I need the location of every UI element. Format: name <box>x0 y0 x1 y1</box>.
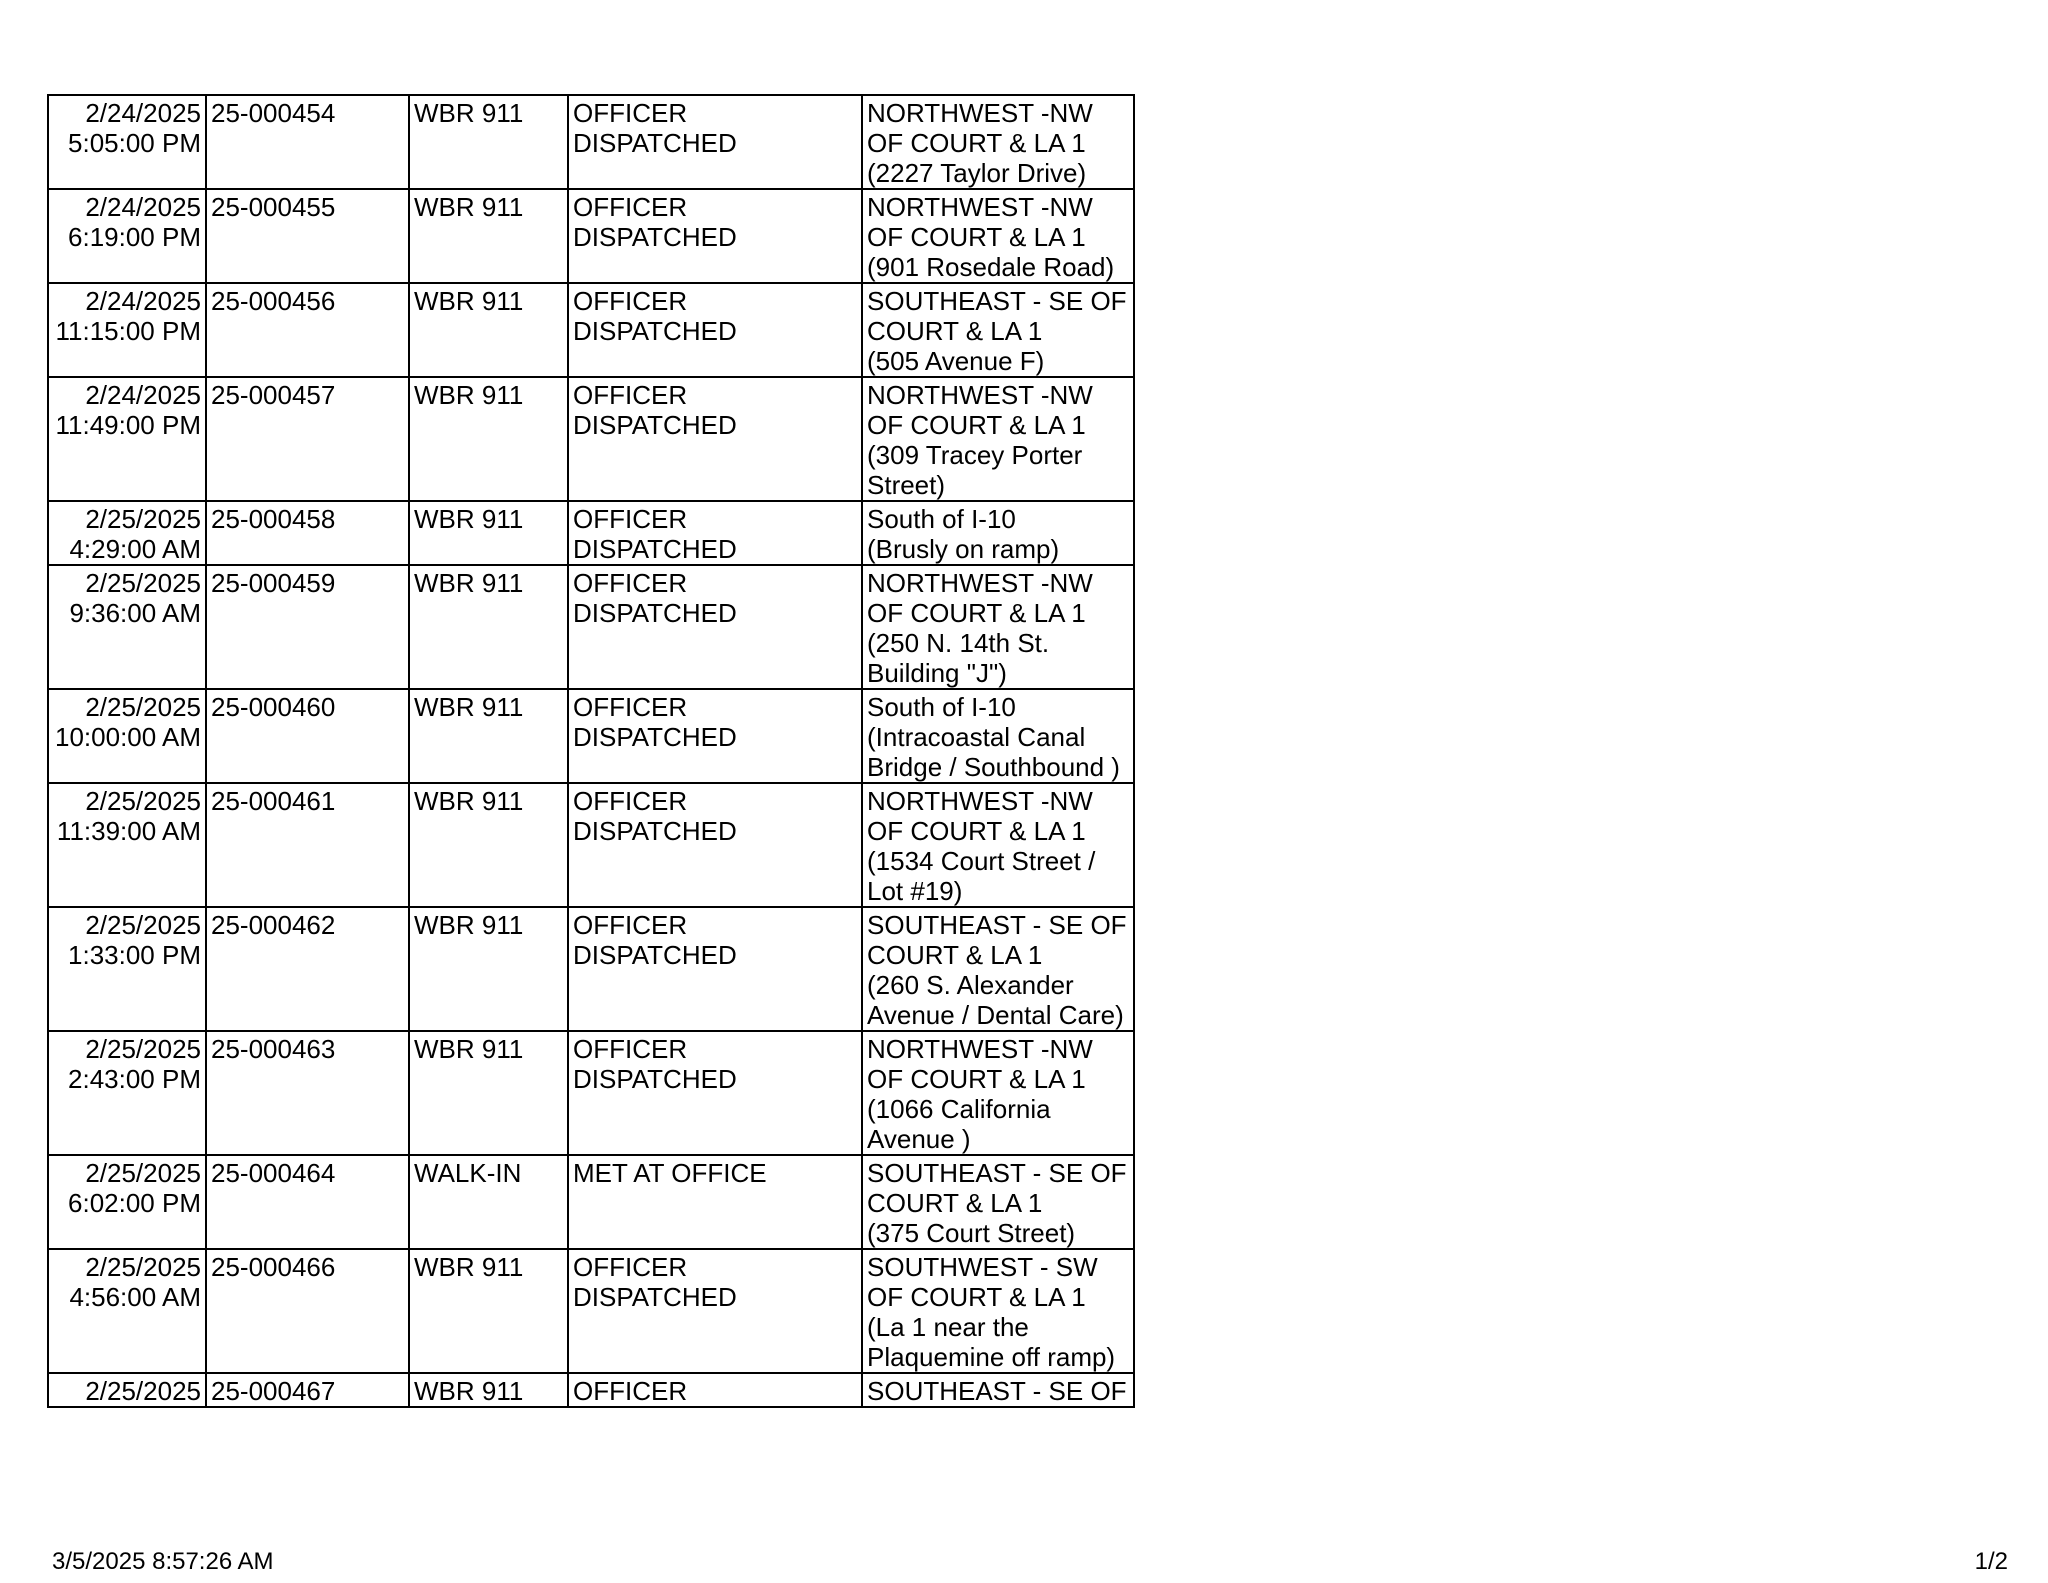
source-cell-line: WBR 911 <box>414 286 524 316</box>
location-cell-line: (1534 Court Street / <box>867 846 1096 876</box>
table-row <box>48 565 1134 689</box>
location-cell-line: NORTHWEST -NW <box>867 98 1093 128</box>
datetime-cell-line: 2/25/2025 <box>85 786 201 816</box>
location-cell-line: Bridge / Southbound ) <box>867 752 1120 782</box>
datetime-cell-line: 6:19:00 PM <box>68 222 201 252</box>
datetime-cell <box>48 1249 206 1373</box>
datetime-cell-line: 2/24/2025 <box>85 286 201 316</box>
location-cell-line: NORTHWEST -NW <box>867 380 1093 410</box>
source-cell <box>409 689 568 783</box>
datetime-cell-line: 2/25/2025 <box>85 692 201 722</box>
incident-number-cell <box>206 1155 409 1249</box>
datetime-cell-line: 11:15:00 PM <box>55 316 201 346</box>
status-cell-line: OFFICER <box>573 192 688 222</box>
status-cell <box>568 689 862 783</box>
incident-log-table <box>47 94 1135 1408</box>
datetime-cell <box>48 907 206 1031</box>
source-cell <box>409 501 568 565</box>
location-cell <box>862 1155 1134 1249</box>
datetime-cell-line: 4:56:00 AM <box>69 1282 201 1312</box>
location-cell <box>862 1031 1134 1155</box>
status-cell-line: OFFICER <box>573 1034 688 1064</box>
datetime-cell <box>48 565 206 689</box>
datetime-cell-line: 5:05:00 PM <box>68 128 201 158</box>
source-cell-line: WBR 911 <box>414 98 524 128</box>
status-cell-line: DISPATCHED <box>573 598 737 628</box>
location-cell <box>862 95 1134 189</box>
location-cell <box>862 1249 1134 1373</box>
location-cell-line: COURT & LA 1 <box>867 940 1043 970</box>
incident-number-cell <box>206 501 409 565</box>
datetime-cell <box>48 689 206 783</box>
datetime-cell-line: 2:43:00 PM <box>68 1064 201 1094</box>
source-cell-line: WBR 911 <box>414 380 524 410</box>
incident-number-cell-line: 25-000462 <box>211 910 336 940</box>
location-cell-line: COURT & LA 1 <box>867 1188 1043 1218</box>
incident-number-cell-line: 25-000466 <box>211 1252 336 1282</box>
location-cell-line: OF COURT & LA 1 <box>867 222 1086 252</box>
location-cell-line: Building "J") <box>867 658 1007 688</box>
datetime-cell <box>48 377 206 501</box>
source-cell <box>409 1373 568 1407</box>
location-cell <box>862 377 1134 501</box>
table-row <box>48 501 1134 565</box>
location-cell-line: Avenue ) <box>867 1124 971 1154</box>
incident-log-body <box>48 95 1134 1407</box>
location-cell <box>862 1373 1134 1407</box>
incident-number-cell <box>206 377 409 501</box>
source-cell-line: WBR 911 <box>414 568 524 598</box>
location-cell-line: NORTHWEST -NW <box>867 192 1093 222</box>
source-cell <box>409 907 568 1031</box>
status-cell-line: OFFICER <box>573 504 688 534</box>
status-cell <box>568 189 862 283</box>
status-cell-line: DISPATCHED <box>573 1282 737 1312</box>
status-cell-line: OFFICER <box>573 98 688 128</box>
location-cell-line: South of I-10 <box>867 692 1016 722</box>
location-cell-line: (Brusly on ramp) <box>867 534 1060 564</box>
status-cell <box>568 783 862 907</box>
incident-number-cell-line: 25-000463 <box>211 1034 336 1064</box>
location-cell-line: COURT & LA 1 <box>867 316 1043 346</box>
table-row <box>48 1155 1134 1249</box>
incident-number-cell <box>206 565 409 689</box>
location-cell-line: (309 Tracey Porter <box>867 440 1083 470</box>
source-cell <box>409 283 568 377</box>
status-cell-line: DISPATCHED <box>573 1064 737 1094</box>
incident-number-cell <box>206 1249 409 1373</box>
datetime-cell <box>48 783 206 907</box>
incident-number-cell-line: 25-000457 <box>211 380 336 410</box>
source-cell <box>409 95 568 189</box>
status-cell <box>568 1373 862 1407</box>
datetime-cell-line: 1:33:00 PM <box>68 940 201 970</box>
status-cell-line: OFFICER <box>573 786 688 816</box>
datetime-cell <box>48 501 206 565</box>
location-cell-line: OF COURT & LA 1 <box>867 1282 1086 1312</box>
status-cell-line: DISPATCHED <box>573 816 737 846</box>
location-cell-line: (2227 Taylor Drive) <box>867 158 1087 188</box>
status-cell-line: OFFICER <box>573 1252 688 1282</box>
source-cell <box>409 1155 568 1249</box>
datetime-cell-line: 2/25/2025 <box>85 1158 201 1188</box>
incident-number-cell-line: 25-000456 <box>211 286 336 316</box>
location-cell <box>862 283 1134 377</box>
incident-number-cell-line: 25-000459 <box>211 568 336 598</box>
status-cell <box>568 1249 862 1373</box>
source-cell-line: WBR 911 <box>414 1034 524 1064</box>
location-cell-line: NORTHWEST -NW <box>867 1034 1093 1064</box>
source-cell <box>409 783 568 907</box>
status-cell <box>568 95 862 189</box>
location-cell-line: Avenue / Dental Care) <box>867 1000 1124 1030</box>
status-cell-line: DISPATCHED <box>573 410 737 440</box>
status-cell-line: DISPATCHED <box>573 128 737 158</box>
table-row <box>48 95 1134 189</box>
location-cell-line: SOUTHEAST - SE OF <box>867 1158 1127 1188</box>
datetime-cell-line: 9:36:00 AM <box>69 598 201 628</box>
datetime-cell-line: 2/24/2025 <box>85 380 201 410</box>
source-cell <box>409 377 568 501</box>
table-row <box>48 907 1134 1031</box>
print-timestamp: 3/5/2025 8:57:26 AM <box>52 1548 274 1575</box>
source-cell-line: WBR 911 <box>414 786 524 816</box>
source-cell <box>409 1249 568 1373</box>
incident-number-cell-line: 25-000467 <box>211 1376 336 1406</box>
datetime-cell <box>48 1155 206 1249</box>
location-cell-line: SOUTHEAST - SE OF <box>867 910 1127 940</box>
status-cell-line: OFFICER <box>573 692 688 722</box>
incident-number-cell <box>206 95 409 189</box>
location-cell-line: NORTHWEST -NW <box>867 786 1093 816</box>
source-cell <box>409 189 568 283</box>
location-cell-line: Street) <box>867 470 946 500</box>
datetime-cell-line: 2/25/2025 <box>85 568 201 598</box>
incident-number-cell <box>206 907 409 1031</box>
location-cell-line: SOUTHWEST - SW <box>867 1252 1098 1282</box>
incident-number-cell <box>206 783 409 907</box>
status-cell <box>568 501 862 565</box>
location-cell-line: (250 N. 14th St. <box>867 628 1050 658</box>
table-row <box>48 377 1134 501</box>
incident-number-cell <box>206 189 409 283</box>
datetime-cell-line: 11:39:00 AM <box>56 816 201 846</box>
datetime-cell <box>48 95 206 189</box>
datetime-cell-line: 11:49:00 PM <box>55 410 201 440</box>
source-cell-line: WBR 911 <box>414 692 524 722</box>
location-cell-line: OF COURT & LA 1 <box>867 816 1086 846</box>
location-cell-line: SOUTHEAST - SE OF <box>867 1376 1127 1406</box>
location-cell <box>862 783 1134 907</box>
source-cell <box>409 565 568 689</box>
status-cell-line: DISPATCHED <box>573 316 737 346</box>
source-cell <box>409 1031 568 1155</box>
table-row <box>48 1249 1134 1373</box>
datetime-cell <box>48 283 206 377</box>
datetime-cell-line: 6:02:00 PM <box>68 1188 201 1218</box>
location-cell-line: South of I-10 <box>867 504 1016 534</box>
location-cell-line: Plaquemine off ramp) <box>867 1342 1116 1372</box>
status-cell <box>568 565 862 689</box>
page-number: 1/2 <box>1974 1548 2008 1575</box>
location-cell-line: (260 S. Alexander <box>867 970 1074 1000</box>
location-cell <box>862 565 1134 689</box>
incident-number-cell-line: 25-000455 <box>211 192 336 222</box>
incident-number-cell <box>206 689 409 783</box>
status-cell <box>568 283 862 377</box>
incident-number-cell-line: 25-000460 <box>211 692 336 722</box>
datetime-cell-line: 2/25/2025 <box>85 910 201 940</box>
datetime-cell-line: 4:29:00 AM <box>69 534 201 564</box>
status-cell-line: OFFICER <box>573 910 688 940</box>
datetime-cell <box>48 189 206 283</box>
table-row <box>48 1373 1134 1407</box>
datetime-cell-line: 2/24/2025 <box>85 192 201 222</box>
status-cell-line: DISPATCHED <box>573 534 737 564</box>
location-cell-line: OF COURT & LA 1 <box>867 410 1086 440</box>
source-cell-line: WBR 911 <box>414 504 524 534</box>
table-row <box>48 689 1134 783</box>
datetime-cell-line: 2/24/2025 <box>85 98 201 128</box>
status-cell-line: OFFICER <box>573 380 688 410</box>
datetime-cell-line: 10:00:00 AM <box>55 722 201 752</box>
datetime-cell-line: 2/25/2025 <box>85 1034 201 1064</box>
incident-number-cell-line: 25-000458 <box>211 504 336 534</box>
location-cell-line: OF COURT & LA 1 <box>867 598 1086 628</box>
status-cell-line: OFFICER <box>573 568 688 598</box>
table-row <box>48 189 1134 283</box>
status-cell <box>568 1031 862 1155</box>
source-cell-line: WBR 911 <box>414 1376 524 1406</box>
location-cell-line: OF COURT & LA 1 <box>867 128 1086 158</box>
location-cell <box>862 689 1134 783</box>
incident-number-cell-line: 25-000461 <box>211 786 336 816</box>
incident-number-cell <box>206 1373 409 1407</box>
table-row <box>48 283 1134 377</box>
datetime-cell-line: 2/25/2025 <box>85 1376 201 1406</box>
location-cell <box>862 501 1134 565</box>
datetime-cell-line: 2/25/2025 <box>85 504 201 534</box>
location-cell <box>862 189 1134 283</box>
location-cell-line: OF COURT & LA 1 <box>867 1064 1086 1094</box>
location-cell-line: (1066 California <box>867 1094 1051 1124</box>
datetime-cell <box>48 1373 206 1407</box>
status-cell <box>568 377 862 501</box>
location-cell-line: (901 Rosedale Road) <box>867 252 1115 282</box>
location-cell-line: (La 1 near the <box>867 1312 1029 1342</box>
location-cell-line: NORTHWEST -NW <box>867 568 1093 598</box>
location-cell-line: Lot #19) <box>867 876 963 906</box>
status-cell <box>568 907 862 1031</box>
location-cell-line: SOUTHEAST - SE OF <box>867 286 1127 316</box>
status-cell-line: OFFICER <box>573 1376 688 1406</box>
status-cell-line: DISPATCHED <box>573 940 737 970</box>
status-cell-line: MET AT OFFICE <box>573 1158 767 1188</box>
source-cell-line: WALK-IN <box>414 1158 522 1188</box>
incident-number-cell <box>206 283 409 377</box>
incident-number-cell-line: 25-000454 <box>211 98 336 128</box>
status-cell-line: DISPATCHED <box>573 722 737 752</box>
status-cell <box>568 1155 862 1249</box>
location-cell-line: (375 Court Street) <box>867 1218 1076 1248</box>
datetime-cell-line: 2/25/2025 <box>85 1252 201 1282</box>
location-cell-line: (505 Avenue F) <box>867 346 1045 376</box>
location-cell-line: (Intracoastal Canal <box>867 722 1086 752</box>
source-cell-line: WBR 911 <box>414 910 524 940</box>
status-cell-line: DISPATCHED <box>573 222 737 252</box>
status-cell-line: OFFICER <box>573 286 688 316</box>
source-cell-line: WBR 911 <box>414 1252 524 1282</box>
incident-number-cell <box>206 1031 409 1155</box>
datetime-cell <box>48 1031 206 1155</box>
source-cell-line: WBR 911 <box>414 192 524 222</box>
table-row <box>48 783 1134 907</box>
incident-number-cell-line: 25-000464 <box>211 1158 336 1188</box>
table-row <box>48 1031 1134 1155</box>
location-cell <box>862 907 1134 1031</box>
